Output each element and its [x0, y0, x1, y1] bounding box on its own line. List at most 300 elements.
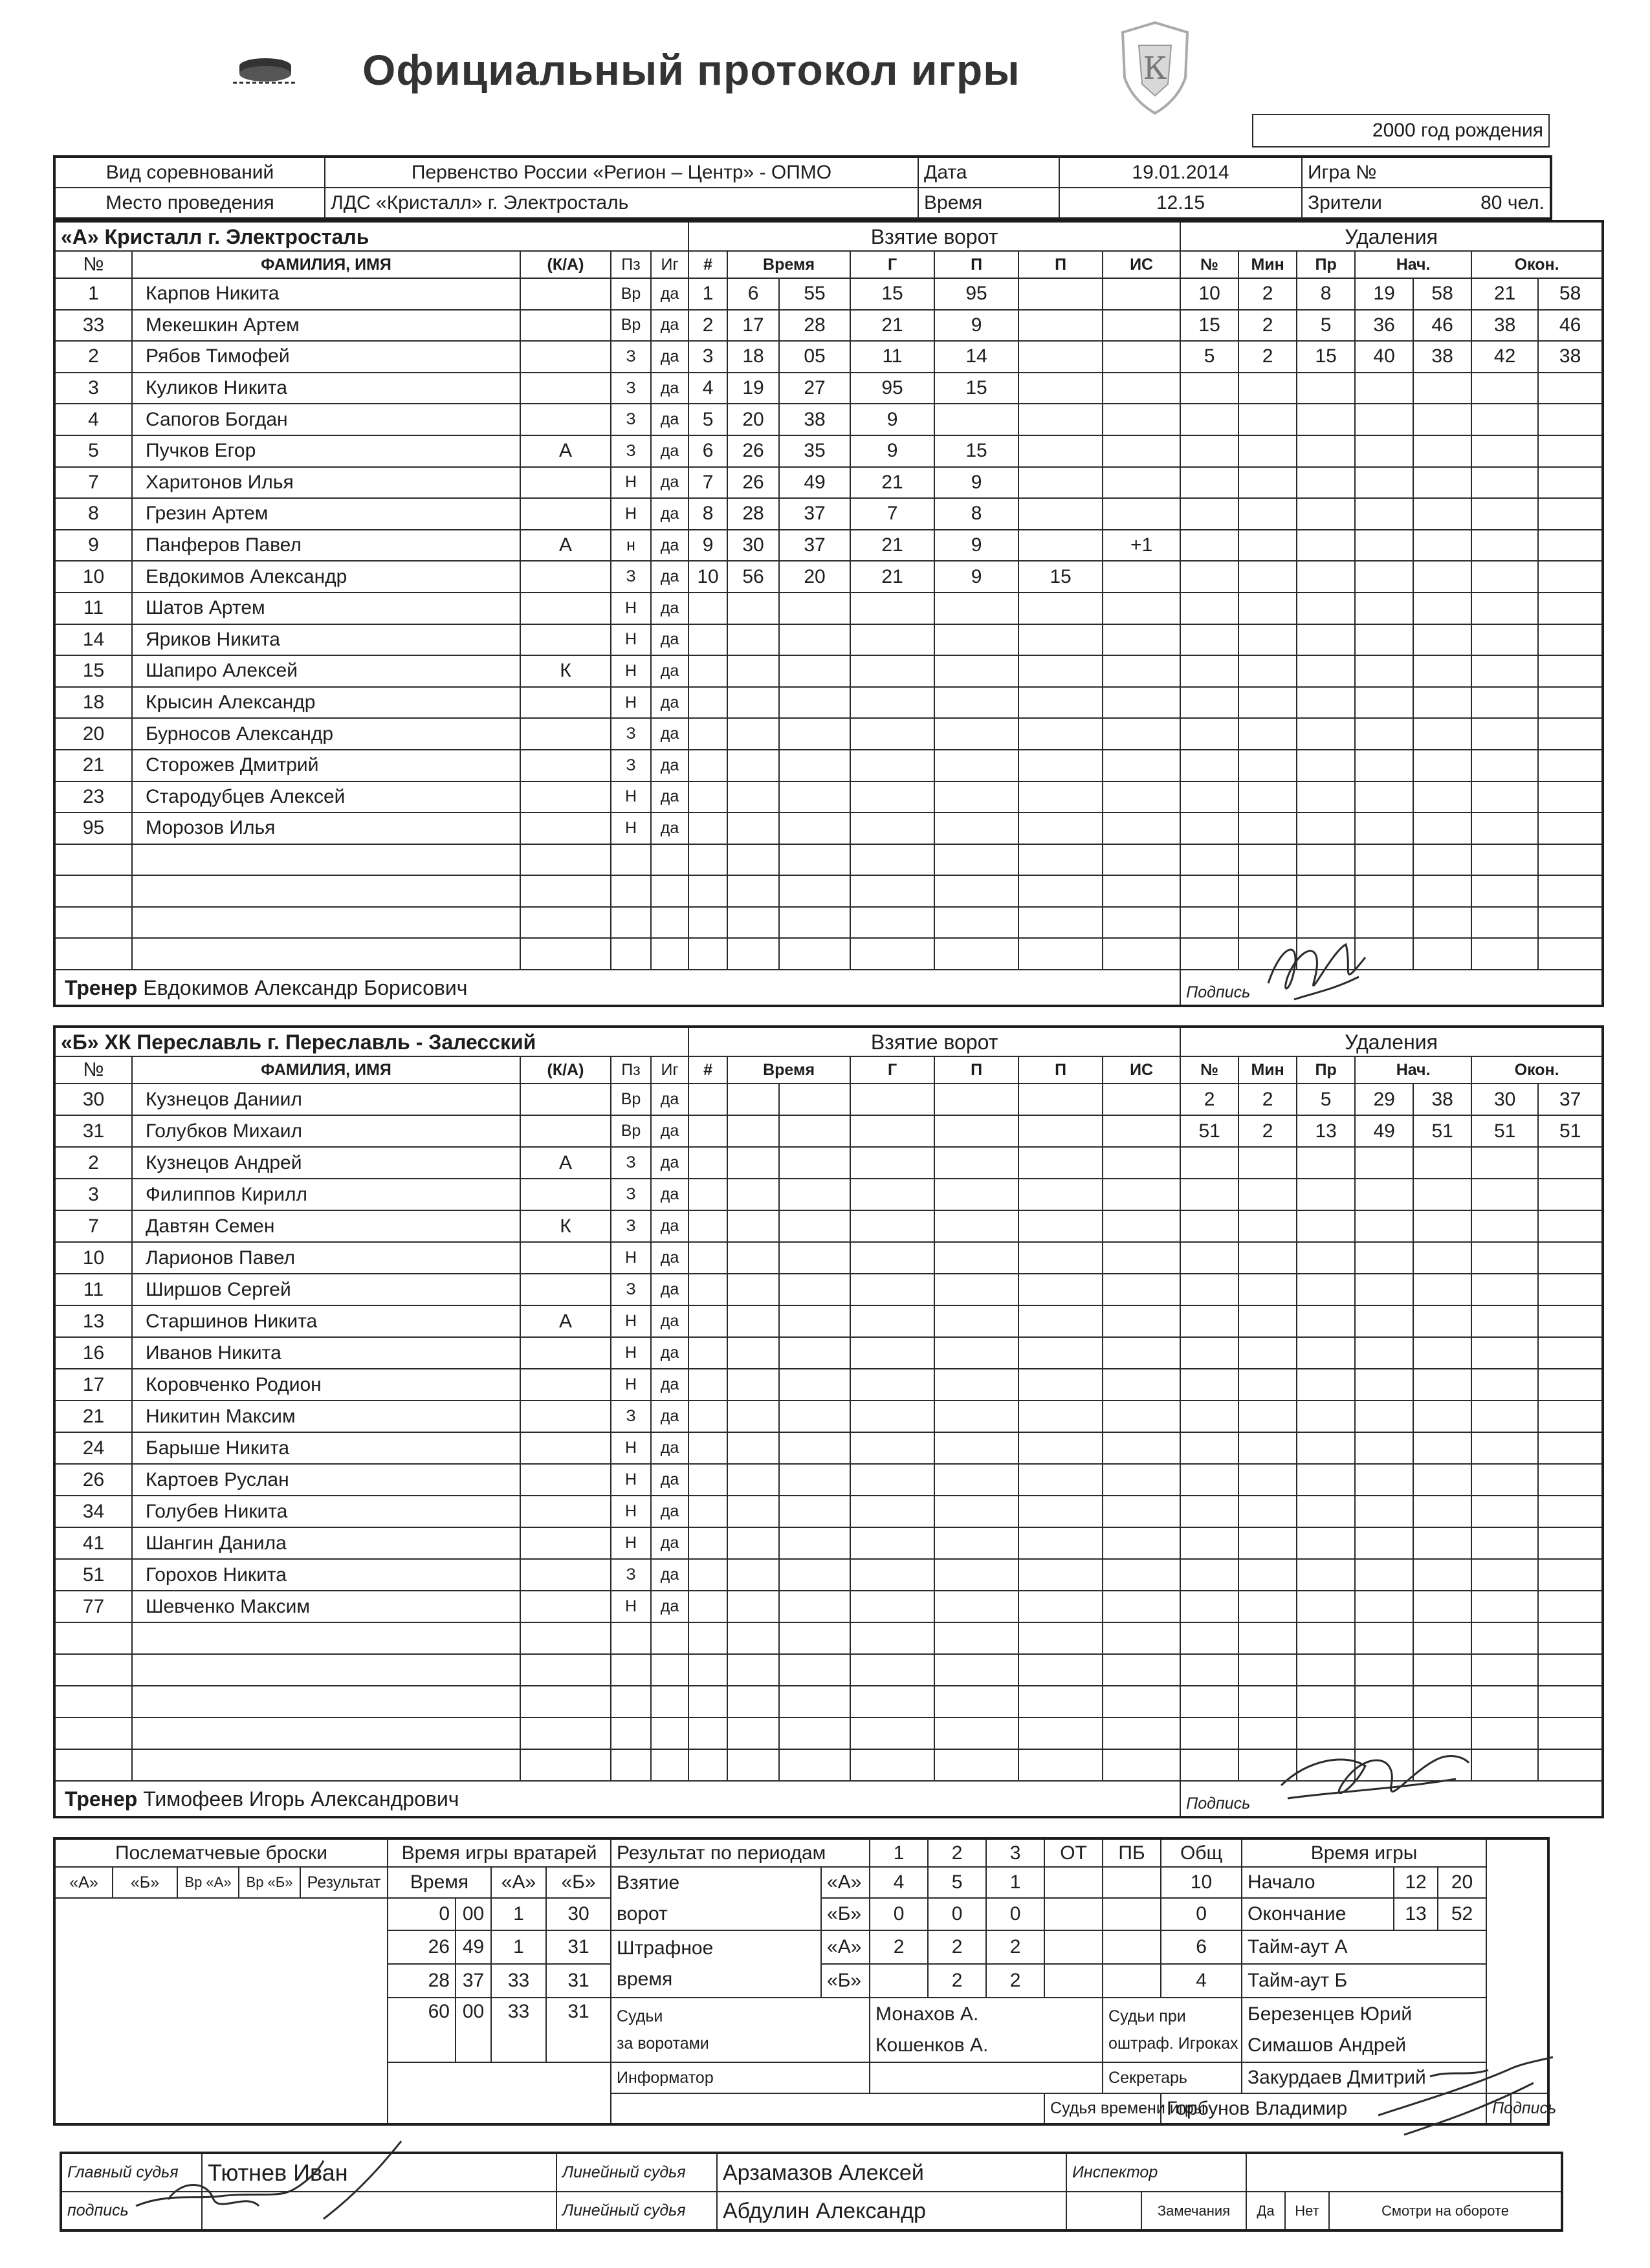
goal-number — [688, 1147, 727, 1179]
box-judges-label-2: оштраф. Игроках — [1108, 2034, 1238, 2053]
spectators-label: Зрители — [1308, 191, 1382, 213]
player-position: Н — [611, 593, 651, 624]
goal-assist-2 — [1018, 844, 1103, 876]
goal-second — [779, 1496, 850, 1527]
penalty-player — [1180, 1337, 1238, 1369]
penalty-minutes — [1238, 561, 1297, 593]
gk-row3-a: 33 — [491, 1964, 546, 1998]
table-row — [54, 624, 1603, 656]
penalty-start-sec — [1413, 593, 1471, 624]
team-a-section — [53, 220, 1604, 1007]
goal-scorer — [850, 624, 934, 656]
goal-situation — [1103, 1274, 1180, 1305]
penalty-end-sec — [1538, 655, 1603, 687]
player-number: 14 — [54, 624, 132, 656]
goal-situation: +1 — [1103, 530, 1180, 562]
penalty-end-min — [1471, 435, 1538, 467]
penalty-minutes: 2 — [1238, 1084, 1297, 1115]
penalty-start-min — [1355, 655, 1413, 687]
penalty-start-min: 19 — [1355, 278, 1413, 310]
table-row — [54, 1305, 1603, 1337]
team_a-col-pen-reason: Пр — [1297, 251, 1355, 278]
penalty-start-min — [1355, 404, 1413, 435]
penalty-end-sec: 46 — [1538, 310, 1603, 342]
player-number: 15 — [54, 655, 132, 687]
pim-a-p3: 2 — [986, 1930, 1044, 1964]
table-row — [54, 1179, 1603, 1210]
goal-minute: 17 — [727, 310, 779, 342]
penalty-reason — [1297, 1559, 1355, 1591]
penalty-end-sec — [1538, 1559, 1603, 1591]
team_b-penalties-title: Удаления — [1180, 1027, 1603, 1056]
penalty-player — [1180, 875, 1238, 907]
table-row — [54, 1654, 1603, 1686]
penalty-start-min — [1355, 844, 1413, 876]
player-position — [611, 1622, 651, 1654]
goal-minute — [727, 1654, 779, 1686]
penalty-minutes — [1238, 1274, 1297, 1305]
goal-number — [688, 875, 727, 907]
penalty-player — [1180, 1559, 1238, 1591]
summary-table — [53, 1837, 1557, 2126]
player-role — [520, 1559, 611, 1591]
penalty-minutes — [1238, 875, 1297, 907]
goal-situation — [1103, 1464, 1180, 1496]
goal-assist-1 — [934, 1749, 1018, 1781]
goal-minute — [727, 938, 779, 970]
player-position: Н — [611, 1591, 651, 1622]
goals-label-1: Взятие — [617, 1872, 680, 1893]
goal-minute: 26 — [727, 435, 779, 467]
penalty-player: 2 — [1180, 1084, 1238, 1115]
player-role — [520, 750, 611, 781]
penalty-end-min — [1471, 1622, 1538, 1654]
penalty-player — [1180, 593, 1238, 624]
res-col-2: 2 — [928, 1838, 986, 1867]
goal-assist-1 — [934, 1717, 1018, 1749]
penalty-start-sec: 51 — [1413, 1115, 1471, 1147]
goal-assist-2 — [1018, 1686, 1103, 1717]
team_b-col-ka: (К/А) — [520, 1056, 611, 1084]
informer-value — [870, 2062, 1103, 2093]
penalty-end-sec — [1538, 1242, 1603, 1274]
gk-row3-s: 37 — [456, 1964, 491, 1998]
so-col-b: «Б» — [113, 1867, 177, 1898]
penalty-end-sec — [1538, 1527, 1603, 1559]
player-position: З — [611, 435, 651, 467]
team_a-header-row — [54, 251, 1603, 278]
penalty-start-min — [1355, 435, 1413, 467]
goal-second — [779, 1337, 850, 1369]
goal-second — [779, 1210, 850, 1242]
penalty-start-min — [1355, 1591, 1413, 1622]
penalty-minutes — [1238, 435, 1297, 467]
table-row — [54, 1115, 1603, 1147]
player-name: Давтян Семен — [132, 1210, 520, 1242]
player-number: 9 — [54, 530, 132, 562]
player-number: 20 — [54, 718, 132, 750]
goal-second: 20 — [779, 561, 850, 593]
penalty-player — [1180, 1622, 1238, 1654]
penalty-player — [1180, 1179, 1238, 1210]
goals-b-p3: 0 — [986, 1898, 1044, 1930]
goal-judge-1: Монахов А. — [875, 2003, 979, 2025]
goal-minute — [727, 1432, 779, 1464]
goal-situation — [1103, 1210, 1180, 1242]
penalty-start-sec — [1413, 1527, 1471, 1559]
pim-a-ot — [1044, 1930, 1103, 1964]
penalty-start-min — [1355, 1622, 1413, 1654]
team_b-col-pos: Пз — [611, 1056, 651, 1084]
player-played: да — [651, 812, 688, 844]
goal-number — [688, 593, 727, 624]
penalty-player — [1180, 938, 1238, 970]
goal-assist-2 — [1018, 467, 1103, 499]
penalty-start-min — [1355, 1369, 1413, 1401]
goal-assist-1: 95 — [934, 278, 1018, 310]
table-row — [54, 1210, 1603, 1242]
goal-second — [779, 1274, 850, 1305]
table-row — [54, 1369, 1603, 1401]
player-position: З — [611, 1147, 651, 1179]
player-name: Панферов Павел — [132, 530, 520, 562]
goal-assist-2 — [1018, 373, 1103, 404]
penalty-end-min — [1471, 875, 1538, 907]
goals-b-p1: 0 — [870, 1898, 928, 1930]
goal-assist-2 — [1018, 310, 1103, 342]
pim-b-p1 — [870, 1964, 928, 1998]
penalty-minutes — [1238, 687, 1297, 719]
player-position: Н — [611, 1464, 651, 1496]
goal-judges-label-2: за воротами — [617, 2034, 709, 2053]
goal-second — [779, 1242, 850, 1274]
player-name: Пучков Егор — [132, 435, 520, 467]
penalty-minutes — [1238, 844, 1297, 876]
penalty-start-sec — [1413, 1242, 1471, 1274]
remarks-yes: Да — [1246, 2192, 1285, 2230]
player-number: 16 — [54, 1337, 132, 1369]
player-position: Н — [611, 1337, 651, 1369]
player-played: да — [651, 1527, 688, 1559]
goal-minute — [727, 1305, 779, 1337]
player-role — [520, 498, 611, 530]
penalty-end-sec — [1538, 593, 1603, 624]
goal-number — [688, 1337, 727, 1369]
penalty-start-sec — [1413, 687, 1471, 719]
goal-number — [688, 655, 727, 687]
goal-scorer — [850, 687, 934, 719]
player-name: Шапиро Алексей — [132, 655, 520, 687]
player-position: Вр — [611, 310, 651, 342]
player-name — [132, 1686, 520, 1717]
goal-situation — [1103, 875, 1180, 907]
table-row — [54, 404, 1603, 435]
penalty-minutes — [1238, 624, 1297, 656]
penalty-end-sec — [1538, 907, 1603, 939]
gk-col-a: «А» — [491, 1867, 546, 1898]
penalty-start-min: 29 — [1355, 1084, 1413, 1115]
goal-assist-1 — [934, 1305, 1018, 1337]
box-judge-2: Симашов Андрей — [1248, 2034, 1407, 2056]
player-name: Яриков Никита — [132, 624, 520, 656]
player-role — [520, 1179, 611, 1210]
goal-assist-2 — [1018, 1591, 1103, 1622]
penalty-player — [1180, 1464, 1238, 1496]
player-name: Голубков Михаил — [132, 1115, 520, 1147]
player-position: З — [611, 1179, 651, 1210]
player-played: да — [651, 1210, 688, 1242]
player-name: Стародубцев Алексей — [132, 781, 520, 813]
goal-second: 28 — [779, 310, 850, 342]
penalty-end-sec: 51 — [1538, 1115, 1603, 1147]
goal-scorer — [850, 1115, 934, 1147]
goals-a-p1: 4 — [870, 1867, 928, 1898]
penalty-end-sec — [1538, 938, 1603, 970]
so-col-a: «А» — [54, 1867, 113, 1898]
goal-assist-2 — [1018, 812, 1103, 844]
penalty-end-min — [1471, 1337, 1538, 1369]
penalty-end-min — [1471, 404, 1538, 435]
gk-row4-s: 00 — [456, 1998, 491, 2062]
penalty-reason — [1297, 467, 1355, 499]
player-number: 11 — [54, 593, 132, 624]
goal-scorer — [850, 938, 934, 970]
end-label: Окончание — [1242, 1898, 1394, 1930]
player-role — [520, 781, 611, 813]
penalty-start-sec — [1413, 1432, 1471, 1464]
goal-second — [779, 907, 850, 939]
penalty-start-min — [1355, 1686, 1413, 1717]
gk-row1-a: 1 — [491, 1898, 546, 1930]
goal-scorer — [850, 593, 934, 624]
player-number — [54, 907, 132, 939]
goal-situation — [1103, 1369, 1180, 1401]
penalty-end-min — [1471, 1464, 1538, 1496]
pim-label-1: Штрафное — [617, 1937, 714, 1959]
goal-minute — [727, 1147, 779, 1179]
penalty-reason — [1297, 1242, 1355, 1274]
player-number: 2 — [54, 341, 132, 373]
penalty-player — [1180, 750, 1238, 781]
pim-a-p1: 2 — [870, 1930, 928, 1964]
penalty-reason: 13 — [1297, 1115, 1355, 1147]
end-hour: 13 — [1394, 1898, 1438, 1930]
penalty-start-min — [1355, 875, 1413, 907]
competition-value: Первенство России «Регион – Центр» - ОПМО — [325, 157, 918, 188]
penalty-minutes — [1238, 530, 1297, 562]
team_b-coach-cell — [54, 1781, 1180, 1817]
team_b-col-pen-end: Окон. — [1471, 1056, 1603, 1084]
team_a-col-goal-num: # — [688, 251, 727, 278]
start-label: Начало — [1242, 1867, 1394, 1898]
goal-judges-label-1: Судьи — [617, 2007, 663, 2025]
box-judges-label-1: Судьи при — [1108, 2007, 1186, 2025]
goal-minute: 18 — [727, 341, 779, 373]
player-role — [520, 1369, 611, 1401]
penalty-reason — [1297, 1305, 1355, 1337]
goal-assist-1 — [934, 1401, 1018, 1432]
player-role: А — [520, 435, 611, 467]
player-role — [520, 1496, 611, 1527]
goal-scorer: 11 — [850, 341, 934, 373]
goals-a-ot — [1044, 1867, 1103, 1898]
penalty-start-sec — [1413, 1464, 1471, 1496]
player-position: Н — [611, 1432, 651, 1464]
goal-scorer — [850, 1432, 934, 1464]
goal-minute — [727, 1527, 779, 1559]
player-number — [54, 1749, 132, 1781]
penalty-end-min — [1471, 1147, 1538, 1179]
penalty-start-min — [1355, 1147, 1413, 1179]
penalty-reason — [1297, 1147, 1355, 1179]
player-played: да — [651, 530, 688, 562]
penalty-minutes — [1238, 1527, 1297, 1559]
venue-value: ЛДС «Кристалл» г. Электросталь — [325, 188, 918, 219]
goal-minute: 19 — [727, 373, 779, 404]
end-min: 52 — [1438, 1898, 1486, 1930]
table-row — [54, 687, 1603, 719]
goal-number: 2 — [688, 310, 727, 342]
penalty-end-sec — [1538, 1749, 1603, 1781]
player-role: А — [520, 530, 611, 562]
player-position — [611, 844, 651, 876]
goal-assist-1 — [934, 655, 1018, 687]
penalty-minutes — [1238, 1147, 1297, 1179]
goal-situation — [1103, 1559, 1180, 1591]
player-played: да — [651, 561, 688, 593]
team_b-col-pen-start: Нач. — [1355, 1056, 1471, 1084]
player-name: Крысин Александр — [132, 687, 520, 719]
secretary-label: Секретарь — [1103, 2062, 1242, 2093]
table-row — [54, 1496, 1603, 1527]
goal-judge-2: Кошенков А. — [875, 2034, 989, 2056]
goal-minute — [727, 844, 779, 876]
penalty-minutes: 2 — [1238, 341, 1297, 373]
player-number: 3 — [54, 373, 132, 404]
timekeeper-label: Судья времени игры — [1044, 2093, 1161, 2124]
goal-number — [688, 1305, 727, 1337]
penalty-start-sec — [1413, 1496, 1471, 1527]
player-position: Н — [611, 1496, 651, 1527]
goal-assist-1 — [934, 687, 1018, 719]
penalty-start-min — [1355, 1654, 1413, 1686]
goal-number — [688, 1432, 727, 1464]
penalty-start-sec — [1413, 1622, 1471, 1654]
goal-number — [688, 718, 727, 750]
penalty-end-min — [1471, 1179, 1538, 1210]
goal-number: 8 — [688, 498, 727, 530]
goal-number — [688, 938, 727, 970]
penalty-reason — [1297, 1527, 1355, 1559]
penalty-start-min — [1355, 1337, 1413, 1369]
player-played: да — [651, 1179, 688, 1210]
penalty-end-sec — [1538, 1210, 1603, 1242]
referee-signature — [129, 2135, 466, 2225]
penalty-start-sec — [1413, 1591, 1471, 1622]
goal-minute — [727, 875, 779, 907]
player-role — [520, 1337, 611, 1369]
goal-number: 6 — [688, 435, 727, 467]
player-played: да — [651, 718, 688, 750]
penalty-end-min: 51 — [1471, 1115, 1538, 1147]
goal-situation — [1103, 750, 1180, 781]
player-number: 77 — [54, 1591, 132, 1622]
goal-situation — [1103, 655, 1180, 687]
team_a-penalties-title: Удаления — [1180, 221, 1603, 251]
penalty-minutes — [1238, 498, 1297, 530]
penalty-start-sec — [1413, 1654, 1471, 1686]
goal-number — [688, 1591, 727, 1622]
goal-assist-1 — [934, 1179, 1018, 1210]
penalty-player — [1180, 1527, 1238, 1559]
goal-assist-2 — [1018, 907, 1103, 939]
table-row — [54, 781, 1603, 813]
goal-scorer — [850, 1210, 934, 1242]
penalty-end-sec — [1538, 467, 1603, 499]
goal-assist-1 — [934, 718, 1018, 750]
player-position: Н — [611, 1242, 651, 1274]
player-position: Н — [611, 1305, 651, 1337]
player-role — [520, 341, 611, 373]
penalty-player — [1180, 1749, 1238, 1781]
goal-scorer: 21 — [850, 530, 934, 562]
player-name: Сапогов Богдан — [132, 404, 520, 435]
goal-assist-1 — [934, 1591, 1018, 1622]
player-played: да — [651, 655, 688, 687]
penalty-minutes — [1238, 1496, 1297, 1527]
penalty-reason — [1297, 687, 1355, 719]
penalty-start-sec — [1413, 938, 1471, 970]
gk-col-time: Время — [388, 1867, 491, 1898]
penalty-end-sec — [1538, 718, 1603, 750]
player-role — [520, 1527, 611, 1559]
so-col-result: Результат — [300, 1867, 388, 1898]
penalty-player — [1180, 781, 1238, 813]
so-col-vrb: Вр «Б» — [239, 1867, 300, 1898]
player-number: 95 — [54, 812, 132, 844]
penalty-start-sec — [1413, 1305, 1471, 1337]
goal-second: 27 — [779, 373, 850, 404]
goal-situation — [1103, 812, 1180, 844]
penalty-reason — [1297, 781, 1355, 813]
goal-minute — [727, 907, 779, 939]
goal-minute — [727, 1369, 779, 1401]
penalty-end-min — [1471, 812, 1538, 844]
player-role — [520, 718, 611, 750]
goal-assist-1 — [934, 1115, 1018, 1147]
penalty-start-sec — [1413, 844, 1471, 876]
player-position: З — [611, 341, 651, 373]
player-played: да — [651, 278, 688, 310]
penalty-end-sec: 58 — [1538, 278, 1603, 310]
player-number — [54, 1686, 132, 1717]
table-row — [54, 561, 1603, 593]
player-name: Старшинов Никита — [132, 1305, 520, 1337]
goal-situation — [1103, 1179, 1180, 1210]
player-name: Шангин Данила — [132, 1527, 520, 1559]
goal-minute — [727, 1179, 779, 1210]
goals-b-p2: 0 — [928, 1898, 986, 1930]
penalty-start-min — [1355, 1527, 1413, 1559]
penalty-end-sec — [1538, 1401, 1603, 1432]
player-position: З — [611, 373, 651, 404]
player-played: да — [651, 373, 688, 404]
penalty-player — [1180, 1496, 1238, 1527]
penalty-start-sec — [1413, 373, 1471, 404]
goal-number — [688, 1496, 727, 1527]
player-role — [520, 1084, 611, 1115]
pim-a-pb — [1103, 1930, 1161, 1964]
